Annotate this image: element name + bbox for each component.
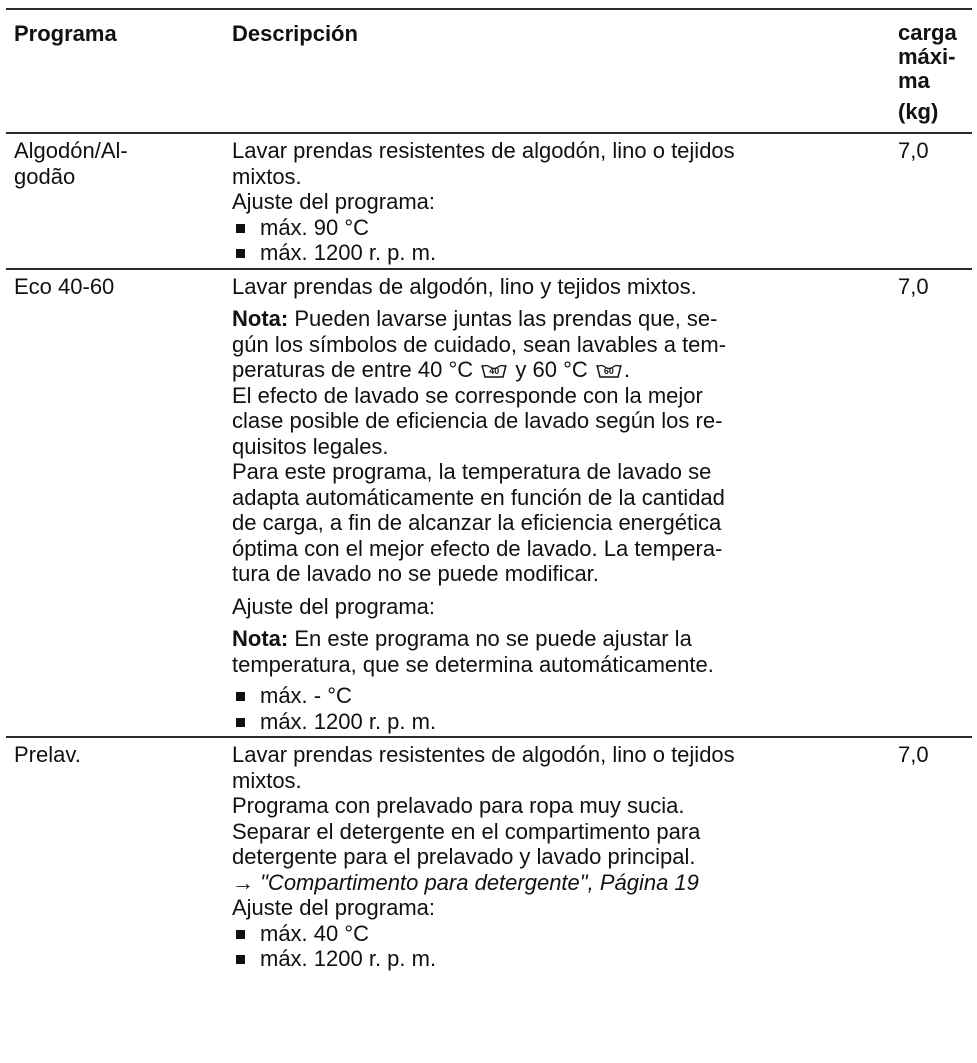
bullet-square-icon — [236, 955, 245, 964]
note-text-part: y 60 °C — [515, 357, 588, 382]
settings-list — [232, 683, 886, 734]
program-name-line: Prelav. — [14, 742, 81, 767]
description-line: mixtos. — [232, 163, 302, 189]
program-name — [6, 737, 224, 974]
program-name-line: Algodón/Al- — [14, 138, 128, 163]
description-line: Separar el detergente en el compartimento para — [232, 818, 701, 844]
program-table — [6, 8, 972, 974]
note-text: En este programa no se puede ajustar la — [288, 626, 692, 651]
header-description: Descripción — [224, 9, 890, 133]
program-name — [6, 133, 224, 269]
settings-list — [232, 921, 886, 972]
max-load: 7,0 — [898, 742, 929, 767]
description-line: Para este programa, la temperatura de lavado se — [232, 459, 712, 484]
settings-item — [232, 215, 886, 241]
settings-item — [232, 240, 886, 266]
description-line: adapta automáticamente en función de la cantidad — [232, 484, 725, 510]
header-program: Programa — [6, 9, 224, 133]
header-max-load-line2: máxi- — [898, 44, 956, 69]
settings-item-text: máx. 1200 r. p. m. — [260, 946, 437, 971]
settings-label: Ajuste del programa: — [232, 189, 435, 214]
arrow-right-icon: → — [232, 869, 254, 895]
description-line: El efecto de lavado se corresponde con la mejor — [232, 382, 703, 408]
program-name — [6, 269, 224, 738]
settings-label: Ajuste del programa: — [232, 593, 435, 619]
table-row — [6, 133, 972, 269]
table-row — [6, 737, 972, 974]
wash-tub-40-label: 40 — [489, 366, 500, 376]
note-text: Pueden lavarse juntas las prendas que, se- — [288, 306, 718, 331]
program-name-line: Eco 40-60 — [14, 273, 115, 299]
settings-item-text: máx. - °C — [260, 683, 352, 708]
table-header-row — [6, 9, 972, 133]
settings-item — [232, 921, 886, 947]
description-line: tura de lavado no se puede modificar. — [232, 561, 599, 586]
bullet-square-icon — [236, 718, 245, 727]
wash-tub-40-icon — [481, 363, 507, 378]
program-description — [224, 133, 890, 269]
cross-reference-link[interactable] — [232, 870, 886, 896]
settings-item-text: máx. 90 °C — [260, 214, 370, 240]
table-row — [6, 269, 972, 738]
bullet-square-icon — [236, 930, 245, 939]
header-max-load-line3: ma — [898, 68, 930, 93]
description-line: clase posible de eficiencia de lavado según los re- — [232, 408, 723, 433]
settings-list — [232, 215, 886, 266]
max-load: 7,0 — [890, 269, 972, 738]
program-description — [224, 269, 890, 738]
note-label: Nota: — [232, 626, 289, 651]
description-line: detergente para el prelavado y lavado principal. — [232, 844, 696, 869]
note-paragraph — [232, 626, 886, 652]
header-max-load-unit: (kg) — [898, 99, 939, 124]
note-text: gún los símbolos de cuidado, sean lavables a tem- — [232, 331, 727, 357]
settings-item-text: máx. 40 °C — [260, 920, 370, 946]
wash-tub-60-icon — [596, 363, 622, 378]
description-line: Lavar prendas resistentes de algodón, lino o tejidos — [232, 138, 735, 163]
description-line: Lavar prendas resistentes de algodón, lino o tejidos — [232, 742, 735, 767]
bullet-square-icon — [236, 692, 245, 701]
settings-item — [232, 709, 886, 735]
program-description — [224, 737, 890, 974]
wash-tub-60-label: 60 — [603, 366, 614, 376]
note-text-part: . — [623, 357, 631, 382]
bullet-square-icon — [236, 249, 245, 258]
description-line: Lavar prendas de algodón, lino y tejidos mixtos. — [232, 273, 697, 299]
settings-item-text: máx. 1200 r. p. m. — [260, 240, 437, 265]
description-line: de carga, a fin de alcanzar la eficiencia energética — [232, 510, 722, 535]
note-text: temperatura, que se determina automáticamente. — [232, 651, 714, 677]
description-line: Programa con prelavado para ropa muy sucia. — [232, 793, 685, 818]
settings-item — [232, 946, 886, 972]
program-name-line: godão — [14, 163, 76, 189]
header-max-load — [890, 9, 972, 133]
description-line: óptima con el mejor efecto de lavado. La tempera- — [232, 535, 723, 561]
note-text-part: peraturas de entre 40 °C — [232, 357, 474, 382]
note-text — [232, 357, 886, 383]
settings-item-text: máx. 1200 r. p. m. — [260, 708, 437, 734]
note-paragraph — [232, 306, 886, 332]
cross-reference-text: "Compartimento para detergente", Página 19 — [260, 869, 699, 895]
description-line: mixtos. — [232, 767, 302, 793]
description-line: quisitos legales. — [232, 433, 389, 459]
bullet-square-icon — [236, 224, 245, 233]
settings-item — [232, 683, 886, 709]
settings-label: Ajuste del programa: — [232, 895, 435, 920]
max-load: 7,0 — [890, 133, 972, 269]
header-max-load-line1: carga — [898, 20, 957, 45]
note-label: Nota: — [232, 306, 289, 331]
